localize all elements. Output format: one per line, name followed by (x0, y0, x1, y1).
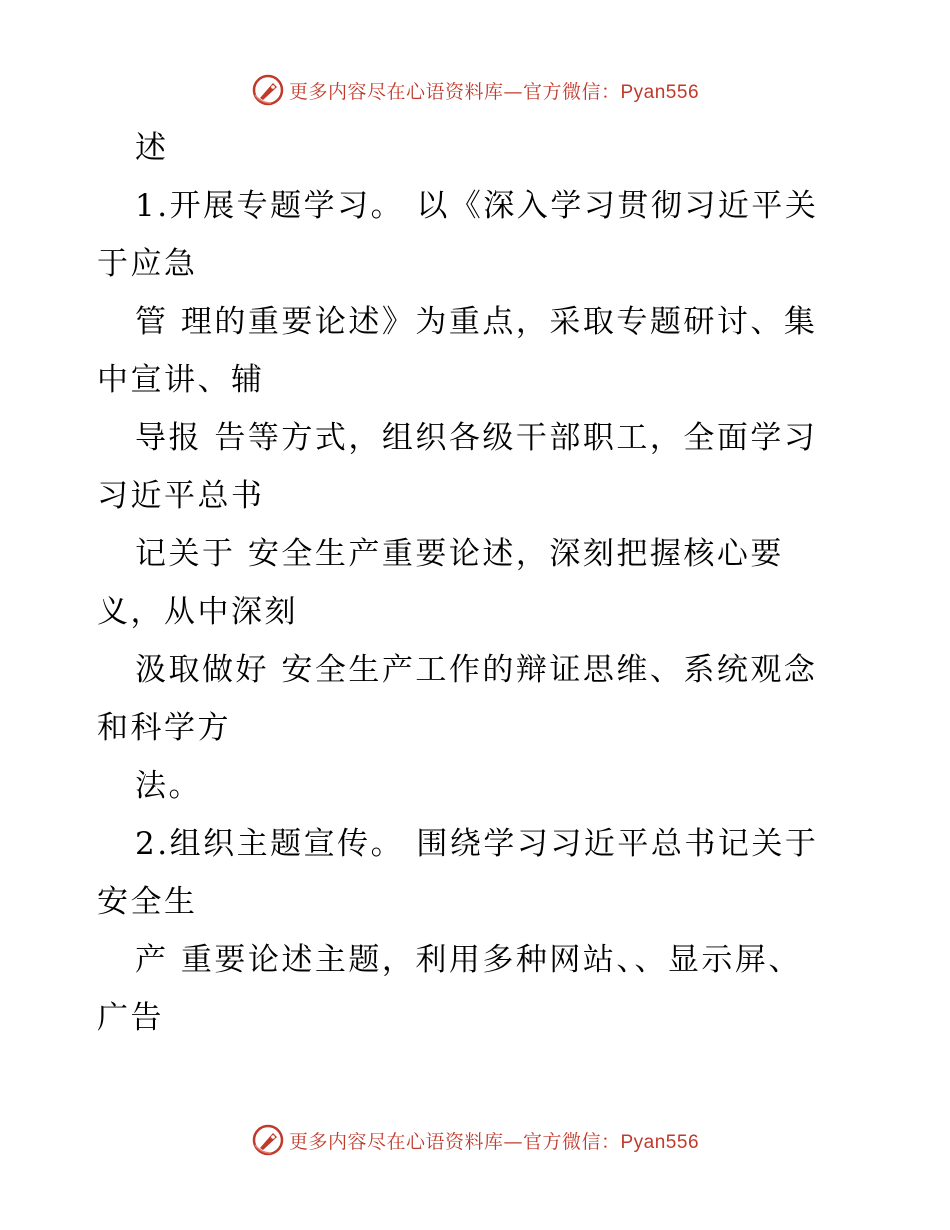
text-line: 导报 告等方式，组织各级干部职工，全面学习 (135, 420, 818, 456)
footer-banner-text: 更多内容尽在心语资料库—官方微信：Pyan556 (288, 1130, 700, 1153)
text-line: 广告 (97, 1000, 164, 1036)
text-line: 习近平总书 (97, 478, 265, 514)
header-banner-text: 更多内容尽在心语资料库—官方微信：Pyan556 (288, 80, 700, 103)
text-line: 义，从中深刻 (97, 594, 298, 630)
footer-banner (0, 1120, 950, 1160)
text-line: 管 理的重要论述》为重点，采取专题研讨、集 (135, 304, 818, 340)
text-line: 产 重要论述主题，利用多种网站、、显示屏、 (135, 942, 802, 978)
text-line: 2.组织主题宣传。 围绕学习习近平总书记关于 (135, 826, 819, 862)
text-line: 法。 (135, 768, 202, 804)
text-line: 中宣讲、辅 (97, 362, 265, 398)
text-line: 和科学方 (97, 710, 231, 746)
footer-wechat-id: Pyan556 (620, 1131, 700, 1153)
text-line: 述 (135, 130, 169, 166)
text-line: 记关于 安全生产重要论述，深刻把握核心要 (135, 536, 784, 572)
text-line: 汲取做好 安全生产工作的辩证思维、系统观念 (135, 652, 818, 688)
pen-nib-circle-icon (251, 1123, 285, 1157)
text-line: 安全生 (97, 884, 198, 920)
header-wechat-id: Pyan556 (620, 81, 700, 103)
text-line: 1.开展专题学习。 以《深入学习贯彻习近平关 (135, 188, 819, 224)
text-line: 于应急 (97, 246, 198, 282)
